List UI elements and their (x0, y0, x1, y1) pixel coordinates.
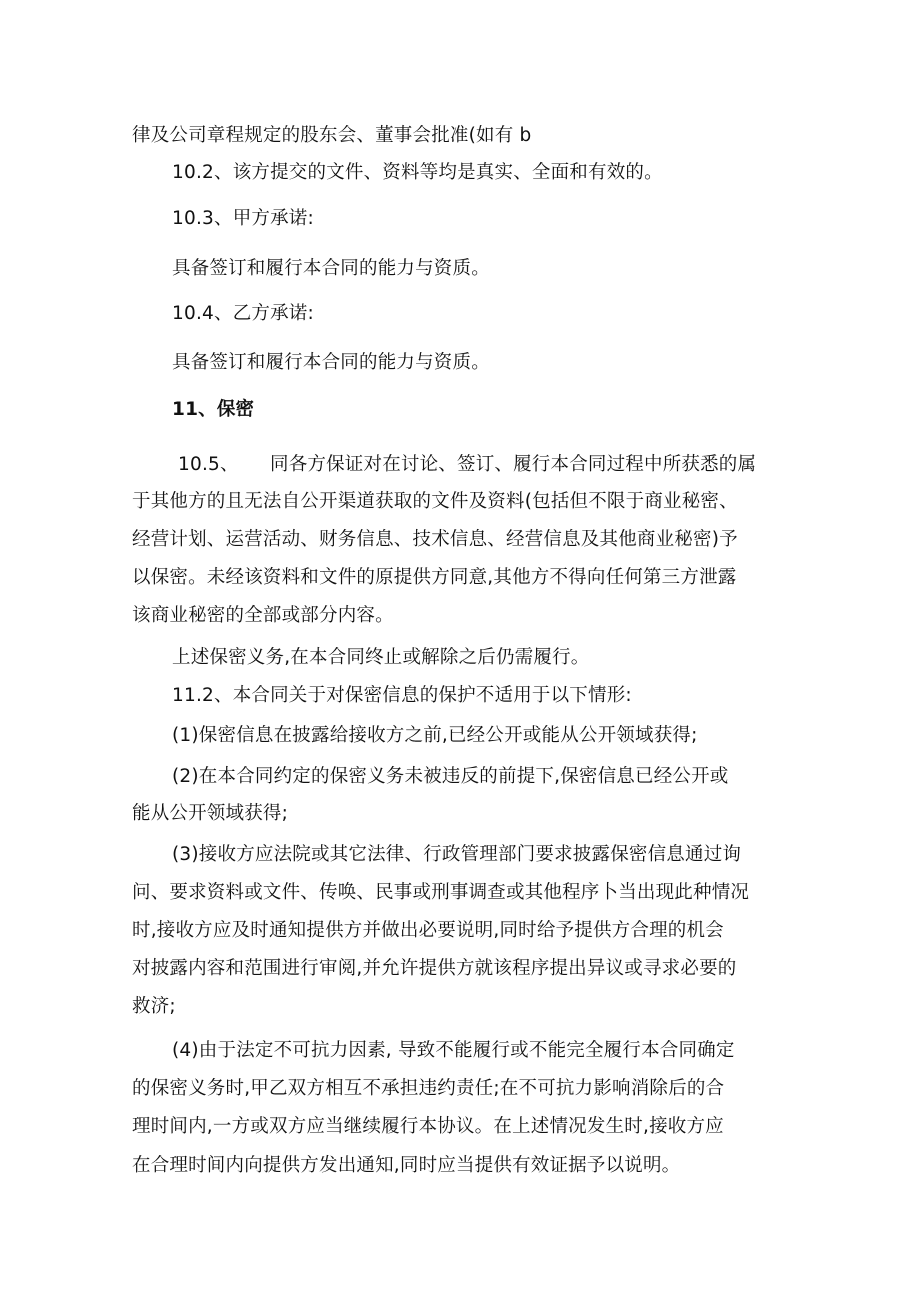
clause-10-2: 10.2、该方提交的文件、资料等均是真实、全面和有效的。 (172, 162, 663, 183)
item-2: (2)在本合同约定的保密义务未被违反的前提下,保密信息已经公开或 (172, 766, 729, 787)
paragraph-line: 该商业秘密的全部或部分内容。 (132, 605, 394, 626)
clause-10-3: 10.3、甲方承诺: (172, 208, 314, 229)
paragraph-line: 具备签订和履行本合同的能力与资质。 (172, 258, 490, 279)
item-1: (1)保密信息在披露给接收方之前,已经公开或能从公开领域获得; (172, 725, 698, 746)
paragraph-line: 时,接收方应及时通知提供方并做出必要说明,同时给予提供方合理的机会 (132, 920, 724, 941)
clause-10-4: 10.4、乙方承诺: (172, 303, 314, 324)
paragraph-line: 的保密义务时,甲乙双方相互不承担违约责任;在不可抗力影响消除后的合 (132, 1078, 725, 1099)
item-3: (3)接收方应法院或其它法律、行政管理部门要求披露保密信息通过询 (172, 844, 742, 865)
paragraph-line: 救济; (132, 996, 176, 1017)
section-heading-11: 11、保密 (172, 399, 255, 420)
clause-10-5-text: 同各方保证对在讨论、签订、履行本合同过程中所获悉的属 (270, 454, 757, 475)
paragraph-line: 对披露内容和范围进行审阅,并允许提供方就该程序提出异议或寻求必要的 (132, 958, 737, 979)
clause-11-2: 11.2、本合同关于对保密信息的保护不适用于以下情形: (172, 685, 632, 706)
item-4: (4)由于法定不可抗力因素, 导致不能履行或不能完全履行本合同确定 (172, 1040, 735, 1061)
paragraph-line: 律及公司章程规定的股东会、董事会批准(如有 b (132, 125, 532, 146)
clause-10-5-number: 10.5、 (178, 454, 239, 475)
paragraph-line: 理时间内,一方或双方应当继续履行本协议。在上述情况发生时,接收方应 (132, 1116, 724, 1137)
paragraph-line: 在合理时间内向提供方发出通知,同时应当提供有效证据予以说明。 (132, 1155, 681, 1176)
paragraph-line: 于其他方的且无法自公开渠道获取的文件及资料(包括但不限于商业秘密、 (132, 491, 738, 512)
paragraph-line: 具备签订和履行本合同的能力与资质。 (172, 352, 490, 373)
paragraph-line: 经营计划、运营活动、财务信息、技术信息、经营信息及其他商业秘密)予 (132, 529, 738, 550)
paragraph-line: 以保密。未经该资料和文件的原提供方同意,其他方不得向任何第三方泄露 (132, 567, 737, 588)
paragraph-line: 上述保密义务,在本合同终止或解除之后仍需履行。 (172, 647, 590, 668)
paragraph-line: 能从公开领域获得; (132, 803, 289, 824)
paragraph-line: 问、要求资料或文件、传唤、民事或刑事调查或其他程序卜当出现此种情况 (132, 882, 750, 903)
